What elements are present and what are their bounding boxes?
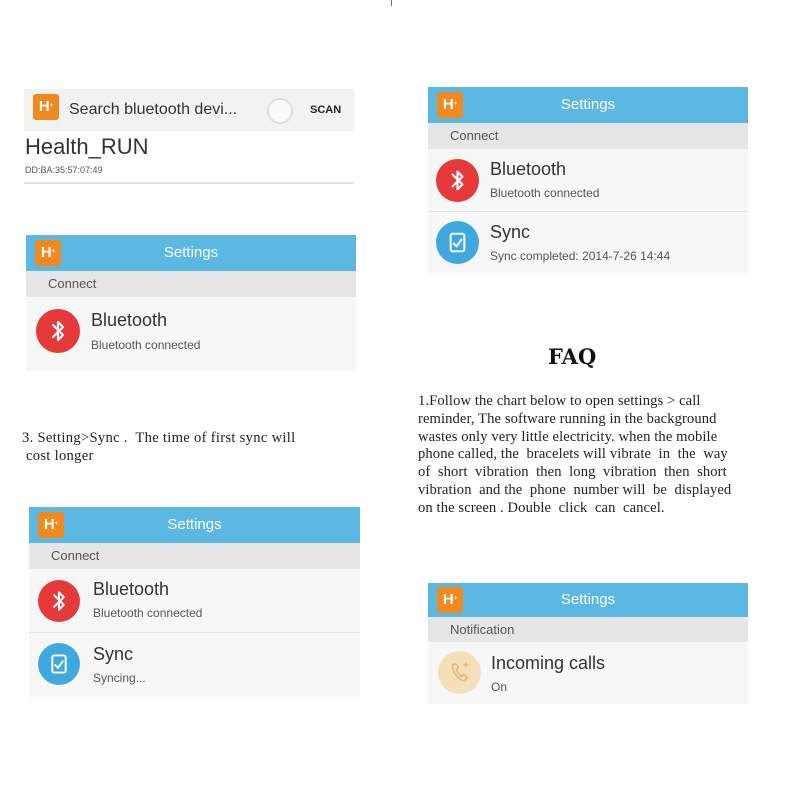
- step-3-instruction: 3. Setting>Sync . The time of first sync will cost longer: [22, 430, 296, 464]
- section-header-connect: Connect: [428, 123, 748, 149]
- bluetooth-status: Bluetooth connected: [91, 338, 201, 352]
- settings-header: [428, 583, 748, 617]
- bluetooth-icon: [436, 159, 479, 202]
- section-header-notification: Notification: [428, 617, 748, 642]
- section-header-connect: Connect: [26, 271, 356, 297]
- sync-title: Sync: [490, 222, 531, 242]
- divider: [24, 182, 354, 184]
- bluetooth-row[interactable]: [428, 149, 748, 211]
- top-divider: [391, 0, 392, 6]
- app-logo-icon: H+: [38, 512, 64, 538]
- incoming-calls-title: Incoming calls: [491, 653, 606, 673]
- settings-panel-notification: [428, 583, 748, 704]
- settings-header: [428, 87, 748, 123]
- bluetooth-title: Bluetooth: [91, 310, 168, 330]
- phone-icon: [438, 651, 481, 694]
- search-header: [24, 89, 354, 131]
- device-mac-address: DD:BA:35:57:07:49: [25, 165, 103, 175]
- bluetooth-row[interactable]: [26, 297, 356, 371]
- sync-icon: [436, 221, 479, 264]
- settings-title: Settings: [167, 516, 222, 533]
- settings-header: [26, 235, 356, 271]
- section-header-connect: Connect: [29, 543, 360, 569]
- sync-row[interactable]: [428, 211, 748, 273]
- device-name[interactable]: Health_RUN: [25, 134, 149, 159]
- sync-status: Syncing...: [93, 671, 146, 685]
- app-logo-icon: H+: [33, 94, 59, 120]
- bluetooth-status: Bluetooth connected: [93, 606, 203, 620]
- search-title: Search bluetooth devi...: [69, 101, 238, 118]
- settings-panel-connect-2: [428, 87, 748, 273]
- settings-title: Settings: [163, 244, 219, 261]
- bluetooth-title: Bluetooth: [93, 579, 170, 599]
- loading-spinner-icon: [267, 98, 293, 124]
- incoming-calls-row[interactable]: [428, 642, 748, 704]
- settings-panel-connect-1: [26, 235, 356, 371]
- faq-heading: FAQ: [548, 344, 597, 369]
- sync-icon: [38, 643, 80, 685]
- settings-panel-connect-3: [29, 507, 360, 697]
- sync-title: Sync: [93, 644, 134, 664]
- app-logo-icon: H+: [35, 240, 61, 266]
- bluetooth-row[interactable]: [29, 569, 360, 632]
- bluetooth-icon: [38, 580, 80, 622]
- scan-button[interactable]: SCAN: [310, 104, 342, 116]
- bluetooth-icon: [36, 309, 80, 353]
- settings-title: Settings: [560, 591, 616, 608]
- faq-text: 1.Follow the chart below to open settings > call reminder, The software running in the background wastes only very little electricity. when the mobile phone called, the bracelets will vibrate in the way of short vibration then long vibration then short vibration and the phone number will be displayed on the screen . Double click can cancel.: [418, 393, 732, 516]
- settings-title: Settings: [560, 96, 616, 113]
- app-logo-icon: H+: [437, 92, 463, 118]
- app-logo-icon: H+: [437, 587, 463, 613]
- bluetooth-title: Bluetooth: [490, 159, 567, 179]
- sync-row[interactable]: [29, 632, 360, 697]
- settings-header: [29, 507, 360, 543]
- incoming-calls-status[interactable]: On: [491, 680, 508, 694]
- sync-status: Sync completed: 2014-7-26 14:44: [490, 249, 671, 263]
- bluetooth-status: Bluetooth connected: [490, 186, 600, 200]
